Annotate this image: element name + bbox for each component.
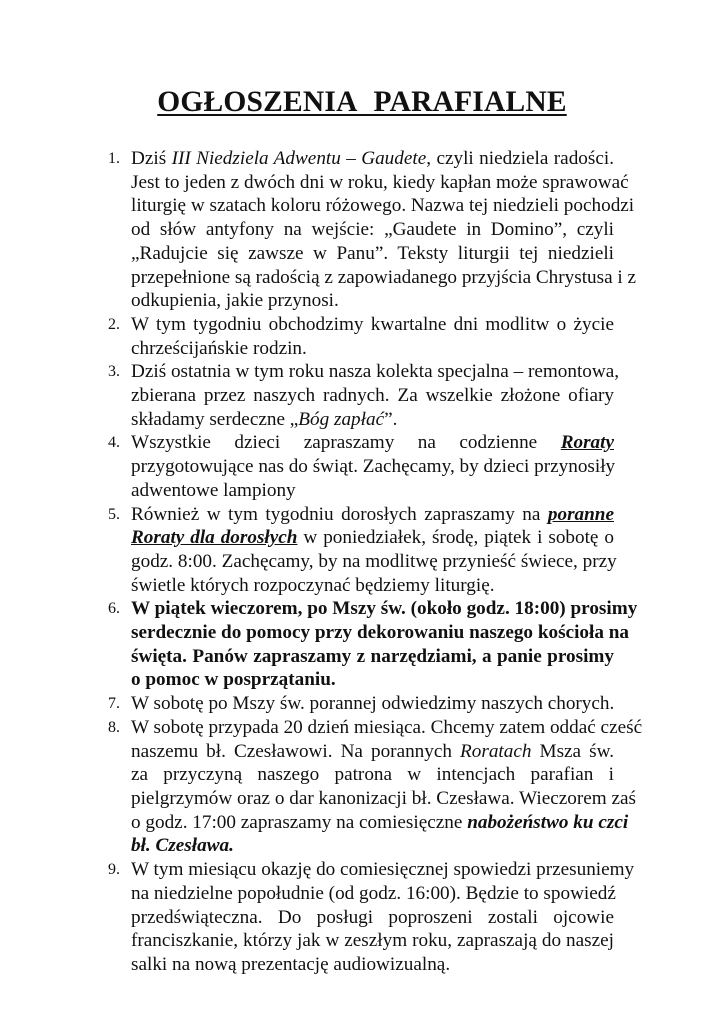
text-segment: Roraty bbox=[560, 432, 614, 454]
text-line bbox=[131, 289, 614, 313]
text-segment: w poniedziałek, środę, piątek i sobotę o bbox=[297, 527, 614, 549]
item-number: 4. bbox=[108, 434, 120, 452]
item-number: 2. bbox=[108, 315, 120, 333]
text-segment: „Radujcie się zawsze w Panu”. Teksty liturgii tej niedzieli bbox=[131, 242, 614, 264]
text-line bbox=[131, 906, 614, 930]
text-line bbox=[131, 740, 614, 764]
text-line bbox=[131, 337, 614, 361]
text-line bbox=[131, 929, 614, 953]
page-title-text: OGŁOSZENIA PARAFIALNE bbox=[157, 86, 567, 118]
announcement-item bbox=[108, 692, 614, 716]
text-segment: święta. Panów zapraszamy z narzędziami, a panie prosimy bbox=[131, 645, 614, 667]
text-line bbox=[131, 455, 614, 479]
text-line bbox=[131, 787, 636, 811]
text-segment: serdecznie do pomocy przy dekorowaniu naszego kościoła na bbox=[131, 622, 629, 644]
announcement-item bbox=[108, 597, 638, 692]
text-line bbox=[131, 479, 614, 503]
text-line bbox=[131, 171, 629, 195]
text-segment: W tym tygodniu obchodzimy kwartalne dni modlitw o życie bbox=[131, 313, 614, 335]
text-segment: W sobotę po Mszy św. porannej odwiedzimy naszych chorych. bbox=[131, 693, 615, 715]
text-segment: chrześcijańskie rodzin. bbox=[131, 337, 307, 359]
announcement-item bbox=[108, 716, 643, 858]
text-line bbox=[131, 526, 614, 550]
announcement-list bbox=[108, 147, 643, 977]
text-line bbox=[131, 645, 614, 669]
text-segment: bł. Czesława. bbox=[131, 835, 234, 857]
text-segment: odkupienia, jakie przynosi. bbox=[131, 290, 339, 312]
text-segment: poranne bbox=[547, 503, 614, 525]
text-segment: Msza św. bbox=[531, 740, 615, 762]
text-segment: nabożeństwo ku czci bbox=[467, 811, 629, 833]
text-line bbox=[131, 621, 629, 645]
text-line bbox=[131, 218, 614, 242]
text-segment: za przyczyną naszego patrona w intencjach parafian i bbox=[131, 764, 614, 786]
text-line bbox=[131, 360, 620, 384]
text-line bbox=[131, 503, 614, 527]
item-number: 1. bbox=[108, 150, 120, 167]
text-segment: na niedzielne popołudnie (od godz. 16:00). Będzie to spowiedź bbox=[131, 882, 616, 904]
text-line bbox=[131, 882, 614, 906]
text-line bbox=[131, 194, 635, 218]
text-line bbox=[131, 597, 638, 621]
text-line bbox=[131, 431, 614, 455]
text-segment: Roratach bbox=[460, 740, 532, 762]
text-line bbox=[131, 953, 614, 977]
text-segment: Również w tym tygodniu dorosłych zapraszamy na bbox=[131, 503, 548, 525]
item-number: 9. bbox=[108, 861, 120, 879]
text-segment: Dziś bbox=[131, 148, 172, 169]
text-line bbox=[131, 313, 614, 337]
text-line bbox=[131, 147, 614, 171]
text-line bbox=[131, 266, 637, 290]
text-line bbox=[131, 242, 614, 266]
text-line bbox=[131, 763, 614, 787]
page-title bbox=[0, 86, 724, 119]
text-segment: godz. 8:00. Zachęcamy, by na modlitwę przynieść świece, przy bbox=[131, 550, 617, 572]
text-segment: ”. bbox=[384, 408, 398, 430]
text-line bbox=[131, 811, 629, 835]
text-segment: W tym miesiącu okazję do comiesięcznej spowiedzi przesuniemy bbox=[131, 859, 635, 881]
text-line bbox=[131, 384, 614, 408]
announcement-item bbox=[108, 431, 614, 502]
announcement-item bbox=[108, 503, 617, 598]
text-segment: Roraty dla dorosłych bbox=[131, 527, 298, 549]
text-segment: o pomoc w posprzątaniu. bbox=[131, 669, 336, 691]
item-number: 8. bbox=[108, 718, 120, 736]
text-segment: naszemu bł. Czesławowi. Na porannych bbox=[131, 740, 461, 762]
text-line bbox=[131, 834, 614, 858]
text-line bbox=[131, 408, 614, 432]
text-segment: W sobotę przypada 20 dzień miesiąca. Chcemy zatem oddać cześć bbox=[131, 716, 643, 738]
text-segment: franciszkanie, którzy jak w zeszłym roku, zapraszają do naszej bbox=[131, 930, 614, 952]
text-line bbox=[131, 550, 617, 574]
text-segment: W piątek wieczorem, po Mszy św. (około godz. 18:00) prosimy bbox=[131, 598, 638, 620]
announcement-item bbox=[108, 360, 620, 431]
text-segment: Bóg zapłać bbox=[298, 408, 385, 430]
text-segment: III Niedziela Adwentu – Gaudete bbox=[171, 148, 427, 169]
text-line bbox=[131, 668, 614, 692]
item-number: 5. bbox=[108, 505, 120, 523]
announcement-item bbox=[108, 313, 614, 360]
text-segment: od słów antyfony na wejście: „Gaudete in Domino”, czyli bbox=[131, 219, 614, 241]
text-segment: salki na nową prezentację audiowizualną. bbox=[131, 953, 451, 975]
text-segment: przepełnione są radością z zapowiadanego przyjścia Chrystusa i z bbox=[131, 266, 637, 288]
text-segment: przygotowujące nas do świąt. Zachęcamy, by dzieci przynosiły bbox=[131, 456, 616, 478]
text-line bbox=[131, 692, 614, 716]
text-segment: liturgię w szatach koloru różowego. Nazwa tej niedzieli pochodzi bbox=[131, 195, 635, 217]
text-line bbox=[131, 858, 635, 882]
text-segment: adwentowe lampiony bbox=[131, 479, 296, 501]
text-segment: Jest to jeden z dwóch dni w roku, kiedy kapłan może sprawować bbox=[131, 171, 629, 193]
text-line bbox=[131, 716, 643, 740]
text-segment: Wszystkie dzieci zapraszamy na codzienne bbox=[131, 432, 561, 454]
text-segment: o godz. 17:00 zapraszamy na comiesięczne bbox=[131, 811, 468, 833]
text-segment: , czyli niedziela radości. bbox=[426, 148, 614, 169]
text-line bbox=[131, 574, 614, 598]
item-number: 6. bbox=[108, 600, 120, 618]
text-segment: świetle których rozpoczynać będziemy liturgię. bbox=[131, 574, 495, 596]
text-segment: składamy serdeczne „ bbox=[131, 408, 299, 430]
text-segment: pielgrzymów oraz o dar kanonizacji bł. Czesława. Wieczorem zaś bbox=[131, 787, 636, 809]
announcement-item bbox=[108, 858, 635, 977]
text-segment: przedświąteczna. Do posługi poproszeni zostali ojcowie bbox=[131, 906, 614, 928]
text-segment: zbierana przez naszych radnych. Za wszelkie złożone ofiary bbox=[131, 385, 614, 407]
item-number: 7. bbox=[108, 695, 120, 713]
text-segment: Dziś ostatnia w tym roku nasza kolekta specjalna – remontowa, bbox=[131, 361, 620, 383]
announcement-item bbox=[108, 147, 637, 313]
item-number: 3. bbox=[108, 363, 120, 381]
